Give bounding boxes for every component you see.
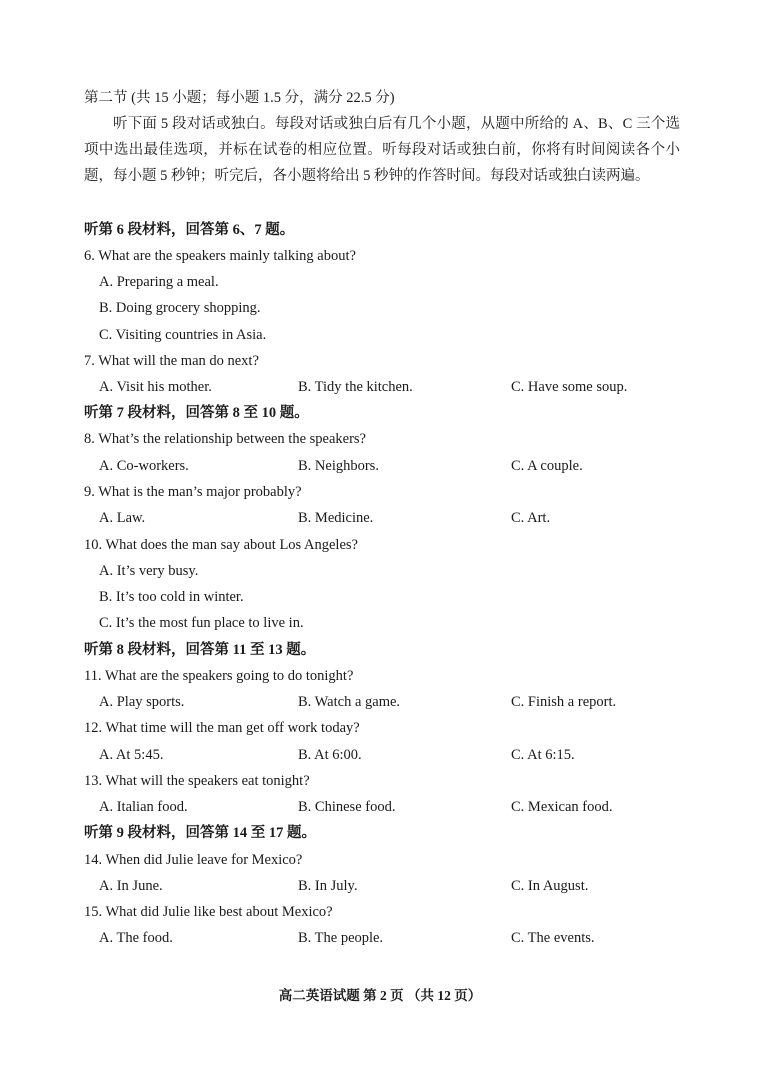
option-15a: A. The food. [99, 930, 173, 946]
question-14: 14. When did Julie leave for Mexico? [84, 852, 303, 868]
question-13: 13. What will the speakers eat tonight? [84, 773, 310, 789]
option-11a: A. Play sports. [99, 694, 185, 710]
section-header: 第二节 (共 15 小题；每小题 1.5 分，满分 22.5 分) [84, 90, 395, 106]
option-7b: B. Tidy the kitchen. [298, 379, 413, 395]
question-15: 15. What did Julie like best about Mexico? [84, 904, 333, 920]
page-footer: 高二英语试题 第 2 页 （共 12 页） [278, 988, 482, 1003]
option-13c: C. Mexican food. [511, 799, 613, 815]
option-11c: C. Finish a report. [511, 694, 617, 710]
question-10: 10. What does the man say about Los Angeles? [84, 537, 358, 553]
option-15c: C. The events. [511, 930, 595, 946]
option-6a: A. Preparing a meal. [99, 274, 219, 290]
option-11b: B. Watch a game. [298, 694, 401, 710]
option-13a: A. Italian food. [99, 799, 188, 815]
question-9: 9. What is the man’s major probably? [84, 484, 302, 500]
option-14b: B. In July. [298, 878, 358, 894]
option-15b: B. The people. [298, 930, 384, 946]
option-9a: A. Law. [99, 510, 146, 526]
group-heading: 听第 8 段材料，回答第 11 至 13 题。 [84, 642, 316, 658]
instructions-paragraph: 听下面 5 段对话或独白。每段对话或独白后有几个小题，从题中所给的 A、B、C 三个选项中选出最佳选项，并标在试卷的相应位置。听每段对话或独白前，你将有时间阅读各个小题，每小题 5 秒钟；听完后，各小题将给出 5 秒钟的作答时间。每段对话或独白读两遍。 [84, 116, 680, 185]
option-14a: A. In June. [99, 878, 163, 894]
group-heading: 听第 6 段材料，回答第 6、7 题。 [84, 222, 295, 238]
option-10c: C. It’s the most fun place to live in. [99, 615, 304, 631]
option-14c: C. In August. [511, 878, 589, 894]
option-6c: C. Visiting countries in Asia. [99, 327, 267, 343]
option-8b: B. Neighbors. [298, 458, 379, 474]
option-8c: C. A couple. [511, 458, 583, 474]
option-10b: B. It’s too cold in winter. [99, 589, 244, 605]
group-heading: 听第 7 段材料，回答第 8 至 10 题。 [84, 405, 309, 421]
option-12c: C. At 6:15. [511, 747, 575, 763]
option-12b: B. At 6:00. [298, 747, 362, 763]
option-12a: A. At 5:45. [99, 747, 164, 763]
option-7c: C. Have some soup. [511, 379, 628, 395]
question-11: 11. What are the speakers going to do tonight? [84, 668, 354, 684]
option-10a: A. It’s very busy. [99, 563, 199, 579]
option-6b: B. Doing grocery shopping. [99, 300, 261, 316]
group-heading: 听第 9 段材料，回答第 14 至 17 题。 [84, 825, 316, 841]
question-6: 6. What are the speakers mainly talking about? [84, 248, 356, 264]
question-7: 7. What will the man do next? [84, 353, 259, 369]
option-7a: A. Visit his mother. [99, 379, 212, 395]
option-13b: B. Chinese food. [298, 799, 396, 815]
option-8a: A. Co-workers. [99, 458, 189, 474]
option-9b: B. Medicine. [298, 510, 374, 526]
option-9c: C. Art. [511, 510, 551, 526]
question-8: 8. What’s the relationship between the speakers? [84, 431, 366, 447]
question-12: 12. What time will the man get off work today? [84, 720, 360, 736]
